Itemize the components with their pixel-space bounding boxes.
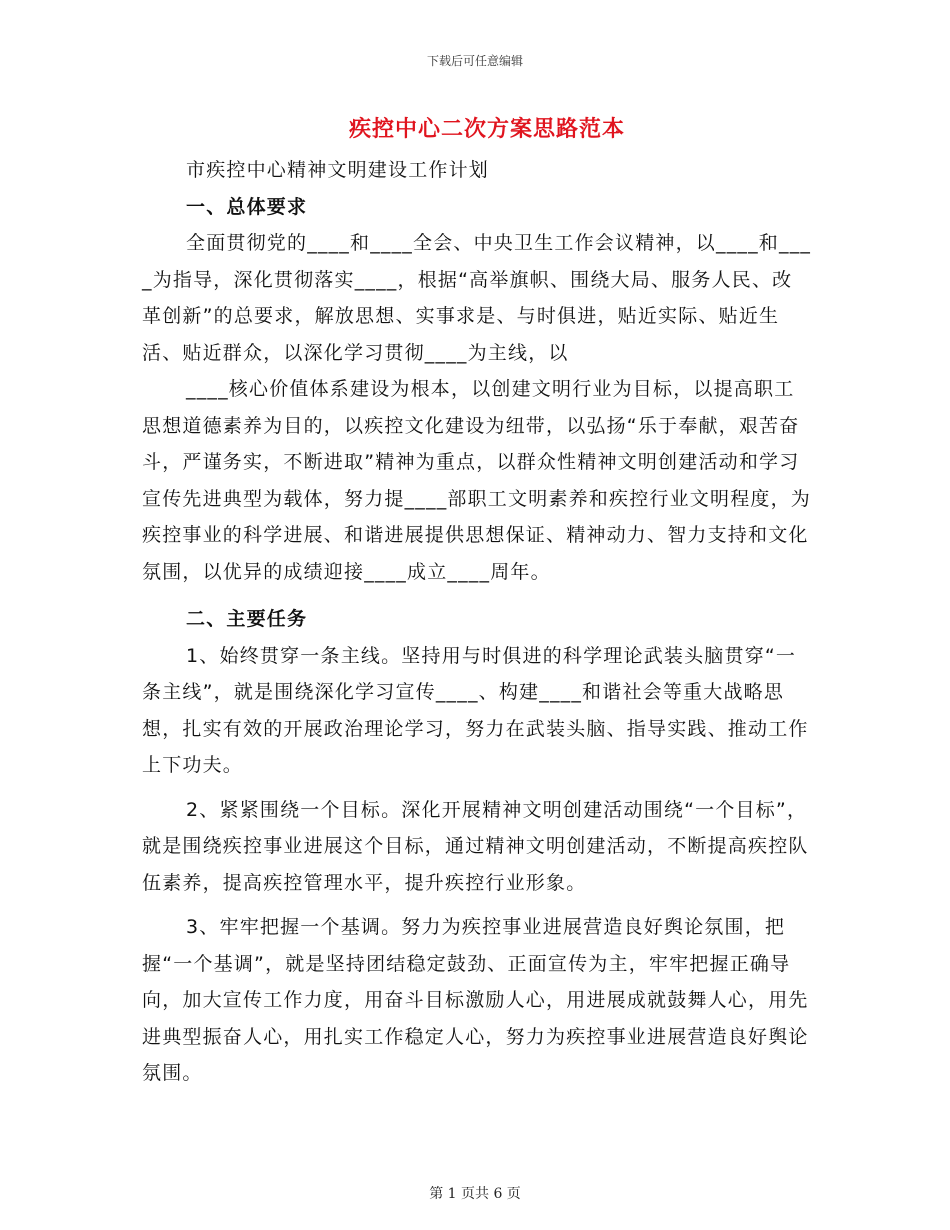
paragraph-task-3: 3、牢牢把握一个基调。努力为疾控事业进展营造良好舆论氛围，把握“一个基调”，就是坚持团结稳定鼓劲、正面宣传为主，牢牢把握正确导向，加大宣传工作力度，用奋斗目标激励人心，用进展成就鼓舞人心，用先进典型振奋人心，用扎实工作稳定人心，努力为疾控事业进展营造良好舆论氛围。 [142, 916, 809, 1084]
page-footer: 第 1 页共 6 页 [429, 1186, 521, 1202]
section-heading-general-requirements: 一、总体要求 [186, 195, 308, 218]
paragraph-task-1: 1、始终贯穿一条主线。坚持用与时俱进的科学理论武装头脑贯穿“一条主线”，就是围绕深化学习宣传____、构建____和谐社会等重大战略思想，扎实有效的开展政治理论学习，努力在武装头脑、指导实践、推动工作上下功夫。 [142, 644, 809, 776]
header-note: 下载后可任意编辑 [426, 54, 523, 68]
paragraph-general-2: ____核心价值体系建设为根本，以创建文明行业为目标，以提高职工思想道德素养为目的，以疾控文化建设为纽带，以弘扬“乐于奉献，艰苦奋斗，严谨务实，不断进取”精神为重点，以群众性精神文明创建活动和学习宣传先进典型为载体，努力提____部职工文明素养和疾控行业文明程度，为疾控事业的科学进展、和谐进展提供思想保证、精神动力、智力支持和文化氛围，以优异的成绩迎接____成立____周年。 [142, 378, 812, 583]
document-body [142, 152, 812, 1092]
paragraph-general-1: 全面贯彻党的____和____全会、中央卫生工作会议精神，以____和____为指导，深化贯彻落实____，根据“高举旗帜、围绕大局、服务人民、改革创新”的总要求，解放思想、实事求是、与时俱进，贴近实际、贴近生活、贴近群众，以深化学习贯彻____为主线，以 [142, 232, 812, 364]
document-title: 疾控中心二次方案思路范本 [348, 117, 625, 142]
section-heading-main-tasks: 二、主要任务 [186, 608, 308, 630]
paragraph-task-2: 2、紧紧围绕一个目标。深化开展精神文明创建活动围绕“一个目标”，就是围绕疾控事业进展这个目标，通过精神文明创建活动，不断提高疾控队伍素养，提高疾控管理水平，提升疾控行业形象。 [142, 798, 809, 894]
document-subtitle: 市疾控中心精神文明建设工作计划 [186, 159, 490, 181]
